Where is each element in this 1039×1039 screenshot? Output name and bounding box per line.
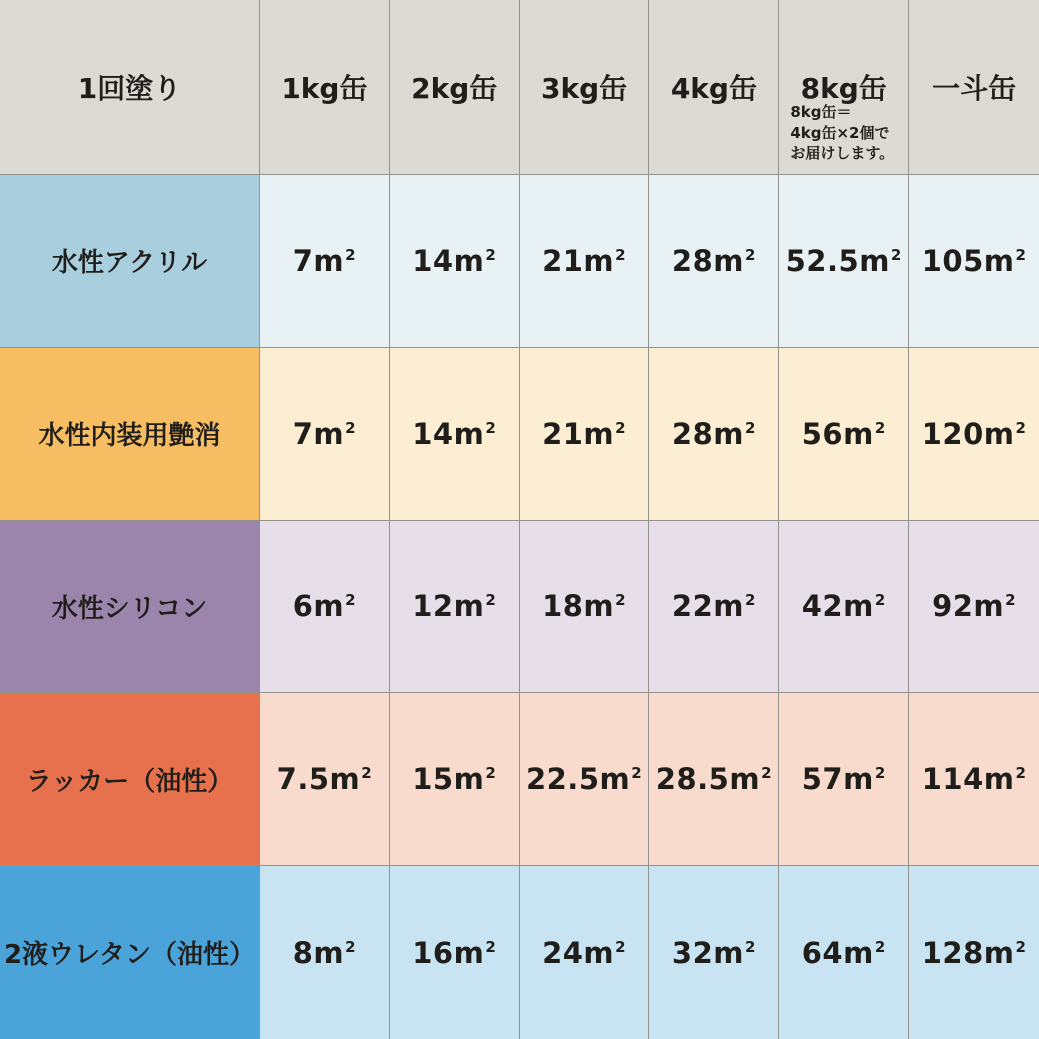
coverage-cell [390, 348, 520, 521]
header-cell-3kg [520, 0, 650, 175]
header-label-1kg: 1kg缶 [281, 72, 368, 105]
header-label-itto: 一斗缶 [932, 72, 1017, 105]
coverage-cell [649, 175, 779, 348]
coverage-cell [390, 693, 520, 866]
coverage-cell [909, 175, 1039, 348]
table-row-suisei-acrylic [0, 175, 1039, 348]
row-label-cell [0, 521, 260, 694]
coverage-cell [260, 348, 390, 521]
coverage-cell [390, 175, 520, 348]
coverage-cell [909, 521, 1039, 694]
coverage-value: $42m^2$ [801, 589, 886, 624]
coverage-cell [390, 866, 520, 1039]
coverage-value: $128m^2$ [921, 935, 1027, 970]
coverage-cell [649, 693, 779, 866]
header-cell-coats [0, 0, 260, 175]
coverage-value: $24m^2$ [542, 935, 627, 970]
header-cell-8kg [779, 0, 909, 175]
coverage-cell [260, 175, 390, 348]
table-row-urethane [0, 866, 1039, 1039]
header-label-8kg: 8kg缶 [800, 72, 887, 105]
coverage-value: $21m^2$ [542, 243, 627, 278]
coverage-value: $114m^2$ [921, 762, 1027, 797]
coverage-value: $16m^2$ [412, 935, 497, 970]
coverage-cell [520, 693, 650, 866]
row-label: ラッカー（油性） [25, 766, 234, 797]
coverage-value: $120m^2$ [921, 416, 1027, 451]
header-label-3kg: 3kg缶 [540, 72, 628, 105]
coverage-value: $57m^2$ [801, 762, 886, 797]
coverage-value: $7.5m^2$ [276, 762, 373, 797]
8kg-can-note [790, 102, 894, 164]
header-cell-itto [909, 0, 1039, 175]
coverage-cell [520, 175, 650, 348]
note-line-2: 4kg缶×2個で [790, 123, 890, 142]
coverage-value: $18m^2$ [542, 589, 627, 624]
coverage-value: $64m^2$ [801, 935, 886, 970]
coverage-value: $28m^2$ [671, 416, 756, 451]
row-label-cell [0, 866, 260, 1039]
coverage-value: $14m^2$ [412, 416, 497, 451]
header-cell-2kg [390, 0, 520, 175]
coverage-value: $52.5m^2$ [785, 243, 902, 278]
table-row-lacquer [0, 693, 1039, 866]
coverage-value: $22m^2$ [671, 589, 756, 624]
coverage-value: $7m^2$ [292, 416, 357, 451]
coverage-value: $28m^2$ [671, 243, 756, 278]
coverage-cell [260, 521, 390, 694]
table-row-suisei-naisou [0, 348, 1039, 521]
coverage-cell [520, 866, 650, 1039]
coverage-cell [779, 693, 909, 866]
coverage-cell [520, 348, 650, 521]
header-cell-1kg [260, 0, 390, 175]
coverage-cell [649, 521, 779, 694]
row-label: 水性アクリル [51, 248, 208, 279]
coverage-cell [260, 693, 390, 866]
coverage-value: $8m^2$ [292, 935, 357, 970]
coverage-cell [520, 521, 650, 694]
coverage-value: $28.5m^2$ [655, 762, 773, 797]
coverage-cell [779, 348, 909, 521]
coverage-value: $12m^2$ [412, 589, 497, 624]
coverage-cell [909, 348, 1039, 521]
coverage-value: $32m^2$ [671, 935, 756, 970]
row-label-cell [0, 693, 260, 866]
row-label: 水性内装用艶消 [38, 421, 221, 452]
coverage-value: $14m^2$ [412, 243, 497, 278]
coverage-value: $22.5m^2$ [525, 762, 643, 797]
coverage-value: $56m^2$ [801, 416, 886, 451]
coverage-cell [909, 693, 1039, 866]
coverage-value: $21m^2$ [542, 416, 627, 451]
note-line-1: 8kg缶＝ [790, 103, 852, 121]
coverage-cell [649, 866, 779, 1039]
header-row [0, 0, 1039, 175]
table-row-suisei-silicon [0, 521, 1039, 694]
coverage-value: $92m^2$ [932, 589, 1017, 624]
coverage-cell [649, 348, 779, 521]
coverage-value: $6m^2$ [292, 589, 357, 624]
row-label-cell [0, 175, 260, 348]
header-cell-4kg [649, 0, 779, 175]
coverage-cell [909, 866, 1039, 1039]
coverage-cell [260, 866, 390, 1039]
coverage-value: $15m^2$ [412, 762, 497, 797]
coverage-value: $7m^2$ [292, 243, 357, 278]
coverage-cell [779, 175, 909, 348]
header-label-2kg: 2kg缶 [411, 72, 498, 105]
header-label-4kg: 4kg缶 [670, 72, 757, 105]
coverage-value: $105m^2$ [921, 243, 1027, 278]
row-label-cell [0, 348, 260, 521]
coverage-cell [779, 866, 909, 1039]
row-label: 2液ウレタン（油性） [3, 940, 256, 971]
row-label: 水性シリコン [51, 593, 208, 624]
note-line-3: お届けします。 [790, 144, 895, 163]
header-label-coats: 1回塗り [77, 72, 182, 105]
coverage-cell [390, 521, 520, 694]
coverage-cell [779, 521, 909, 694]
